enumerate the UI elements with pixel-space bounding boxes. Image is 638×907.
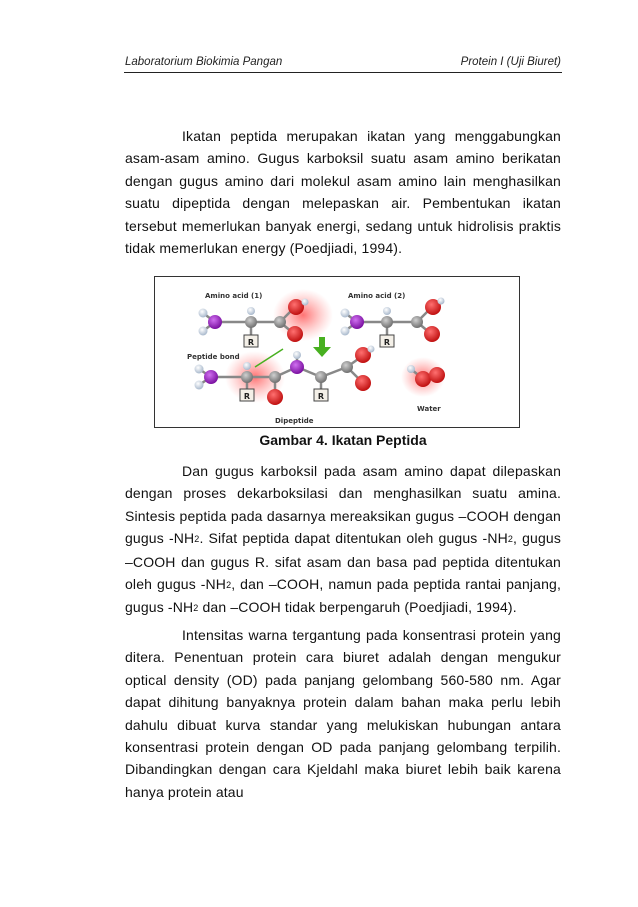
carbon-atom <box>381 316 393 328</box>
subscript-2: 2 <box>226 580 232 591</box>
page-header <box>125 50 561 72</box>
r-group-label: R <box>247 338 255 347</box>
oxygen-atom <box>424 326 440 342</box>
oxygen-atom <box>355 375 371 391</box>
nitrogen-atom <box>208 315 222 329</box>
hydrogen-atom <box>195 381 204 390</box>
header-rule <box>124 72 562 73</box>
carbon-atom <box>245 316 257 328</box>
hydrogen-atom <box>407 365 415 373</box>
hydrogen-atom <box>438 298 445 305</box>
dipeptide-label: Dipeptide <box>275 417 314 425</box>
paragraph-3-text: Intensitas warna tergantung pada konsentrasi protein yang ditera. Penentuan protein cara biuret adalah dengan mengukur optical density (OD) pada panjang gelombang 560-580 nm. Agar dapat dihitung banyaknya protein dalam bahan maka perlu lebih dahulu dibuat kurva standar yang melukiskan hubungan antara konsentrasi protein dengan OD pada panjang gelombang terpilih. Dibandingkan dengan cara Kjeldahl maka biuret lebih baik karena hanya protein atau <box>125 627 561 800</box>
r-group-label: R <box>317 392 325 401</box>
carbon-atom <box>241 371 253 383</box>
water-label: Water <box>417 405 441 413</box>
hydrogen-atom <box>199 327 208 336</box>
subscript-2: 2 <box>507 534 513 545</box>
subscript-2: 2 <box>194 534 200 545</box>
hydrogen-atom <box>341 309 350 318</box>
hydrogen-atom <box>199 309 208 318</box>
peptide-bond-diagram <box>155 277 519 427</box>
paragraph-2-part-4: , dan –COOH, namun pada peptida rantai panjang, gugus -NH <box>125 576 561 616</box>
amino-acid-2-label: Amino acid (2) <box>348 292 406 300</box>
carbon-atom <box>341 361 353 373</box>
water-oxygen-atom <box>415 371 431 387</box>
r-group-label: R <box>383 338 391 347</box>
peptide-bond-label: Peptide bond <box>187 353 240 361</box>
hydrogen-atom <box>368 346 375 353</box>
paragraph-carboxyl-group <box>125 460 561 620</box>
hydrogen-atom <box>293 351 301 359</box>
hydrogen-atom <box>247 307 255 315</box>
hydrogen-atom <box>195 365 204 374</box>
paragraph-2-part-2: . Sifat peptida dapat ditentukan oleh gugus -NH <box>199 530 508 547</box>
hydrogen-atom <box>243 362 251 370</box>
peptide-bond-figure <box>154 276 520 428</box>
oxygen-atom <box>267 389 283 405</box>
paragraph-2-part-3: , gugus –COOH dan gugus R. sifat asam dan basa pad peptida ditentukan oleh gugus -NH <box>125 530 561 593</box>
oh-highlight-glow <box>273 289 333 341</box>
oxygen-atom <box>287 326 303 342</box>
paragraph-color-intensity <box>125 624 561 803</box>
carbon-atom <box>315 371 327 383</box>
water-oxygen-atom <box>429 367 445 383</box>
subscript-2: 2 <box>193 603 199 614</box>
paragraph-2-part-1: Dan gugus karboksil pada asam amino dapat dilepaskan dengan proses dekarboksilasi dan menghasilkan suatu amina. Sintesis peptida pada dasarnya mereaksikan gugus –COOH dengan gugus -NH <box>125 463 561 547</box>
paragraph-peptide-bond <box>125 125 561 259</box>
reaction-arrow <box>313 337 331 357</box>
header-right: Protein I (Uji Biuret) <box>460 56 561 68</box>
paragraph-2-part-5: dan –COOH tidak berpengaruh (Poedjiadi, 1994). <box>198 599 517 616</box>
hydrogen-atom <box>302 299 309 306</box>
paragraph-1-text: Ikatan peptida merupakan ikatan yang menggabungkan asam-asam amino. Gugus karboksil suatu asam amino berikatan dengan gugus amino dari molekul asam amino lain menghasilkan suatu dipeptida dengan melepaskan air. Pembentukan ikatan tersebut memerlukan banyak energi, sedang untuk hidrolisis praktis tidak memerlukan energy (Poedjiadi, 1994). <box>125 128 561 257</box>
carbon-atom <box>411 316 423 328</box>
nitrogen-atom <box>350 315 364 329</box>
amino-acid-1-label: Amino acid (1) <box>205 292 263 300</box>
carbon-atom <box>269 371 281 383</box>
carbon-atom <box>274 316 286 328</box>
nitrogen-atom <box>204 370 218 384</box>
nitrogen-atom <box>290 360 304 374</box>
figure-caption: Gambar 4. Ikatan Peptida <box>259 432 427 448</box>
hydrogen-atom <box>341 327 350 336</box>
header-left: Laboratorium Biokimia Pangan <box>125 56 283 68</box>
r-group-label: R <box>243 392 251 401</box>
hydrogen-atom <box>383 307 391 315</box>
